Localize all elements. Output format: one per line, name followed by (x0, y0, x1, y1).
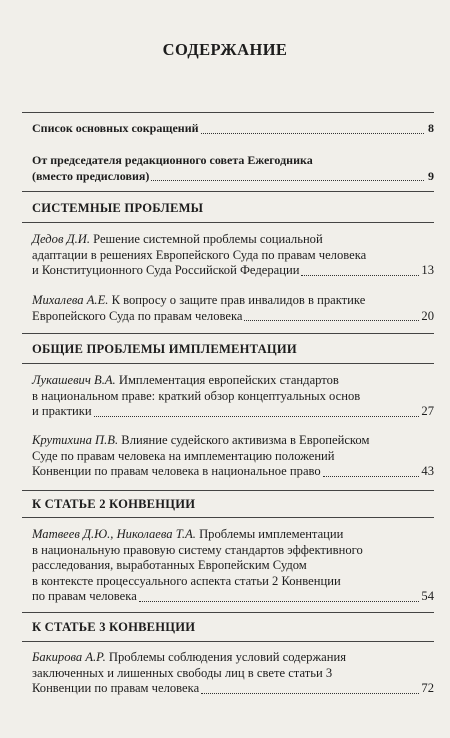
toc-entry-dedov[interactable] (32, 232, 434, 279)
page-number: 72 (421, 681, 434, 695)
entry-author: Михалева А.Е. (32, 293, 109, 307)
dot-leader (139, 600, 420, 602)
dot-leader (244, 319, 419, 321)
section-heading: СИСТЕМНЫЕ ПРОБЛЕМЫ (32, 201, 204, 215)
section-heading: К СТАТЬЕ 2 КОНВЕНЦИИ (32, 497, 196, 511)
entry-author: Матвеев Д.Ю., Николаева Т.А. (32, 527, 196, 541)
entry-title: Влияние судейского активизма в Европейском (118, 433, 370, 447)
dot-leader (301, 274, 419, 276)
entry-title: Проблемы имплементации (195, 527, 344, 541)
entry-author: Бакирова А.Р. (32, 650, 106, 664)
dot-leader (323, 475, 420, 477)
toc-entry-mikhaleva[interactable] (32, 293, 434, 324)
entry-title: Список основных сокращений (32, 121, 199, 135)
entry-title-cont: Суде по правам человека на имплементацию положений (32, 448, 335, 463)
entry-title: Решение системной проблемы социальной (89, 232, 323, 246)
entry-author: Дедов Д.И. (32, 232, 90, 246)
dot-leader (151, 179, 424, 181)
dot-leader (94, 415, 420, 417)
divider (22, 222, 434, 223)
page-number: 9 (428, 168, 434, 183)
divider (22, 191, 434, 192)
page-title: СОДЕРЖАНИЕ (162, 40, 288, 59)
entry-title-cont: и практики (32, 404, 92, 418)
toc-entry-bakirova[interactable] (32, 650, 434, 697)
dot-leader (201, 132, 424, 134)
page-number: 20 (421, 308, 434, 323)
divider (22, 490, 434, 491)
entry-title-cont: в национальном праве: краткий обзор концептуальных основ (32, 388, 361, 403)
toc-entry-foreword[interactable] (32, 153, 434, 184)
entry-title: К вопросу о защите прав инвалидов в практике (108, 293, 366, 307)
entry-title-cont: расследования, выработанных Европейским Судом (32, 558, 307, 572)
entry-title-cont: Конвенции по правам человека в национальное право (32, 464, 321, 478)
entry-title-cont: (вместо предисловия) (32, 168, 150, 183)
toc-entry-krutikhina[interactable] (32, 433, 434, 480)
section-heading: ОБЩИЕ ПРОБЛЕМЫ ИМПЛЕМЕНТАЦИИ (32, 342, 297, 356)
entry-title-cont: в контексте процессуального аспекта статьи 2 Конвенции (32, 573, 341, 588)
entry-title-cont: Европейского Суда по правам человека (32, 308, 243, 323)
divider (22, 517, 434, 518)
toc-entry-matveev[interactable] (32, 527, 434, 605)
dot-leader (201, 692, 419, 694)
page-number: 43 (421, 464, 434, 478)
divider (22, 612, 434, 613)
entry-title-cont: адаптации в решениях Европейского Суда по правам человека (32, 247, 367, 262)
divider (22, 363, 434, 364)
divider (22, 641, 434, 642)
page-number: 27 (421, 404, 434, 418)
divider (22, 112, 434, 113)
divider (22, 333, 434, 334)
entry-title: Имплементация европейских стандартов (115, 373, 339, 387)
entry-title-cont: заключенных и лишенных свободы лиц в свете статьи 3 (32, 665, 333, 680)
entry-title-cont: в национальную правовую систему стандартов эффективного (32, 542, 363, 557)
page-number: 13 (421, 263, 434, 277)
entry-author: Крутихина П.В. (32, 433, 119, 447)
entry-title: Проблемы соблюдения условий содержания (105, 650, 347, 664)
toc-entry-abbreviations[interactable] (32, 121, 434, 137)
toc-entry-lukashevich[interactable] (32, 373, 434, 420)
entry-title-cont: по правам человека (32, 589, 137, 603)
entry-author: Лукашевич В.А. (32, 373, 116, 387)
page-number: 8 (428, 121, 434, 135)
entry-title-cont: и Конституционного Суда Российской Федерации (32, 263, 300, 277)
entry-title-cont: Конвенции по правам человека (32, 681, 200, 695)
page-number: 54 (421, 589, 434, 603)
section-heading: К СТАТЬЕ 3 КОНВЕНЦИИ (32, 620, 196, 634)
entry-title: От председателя редакционного совета Ежегодника (32, 153, 313, 167)
